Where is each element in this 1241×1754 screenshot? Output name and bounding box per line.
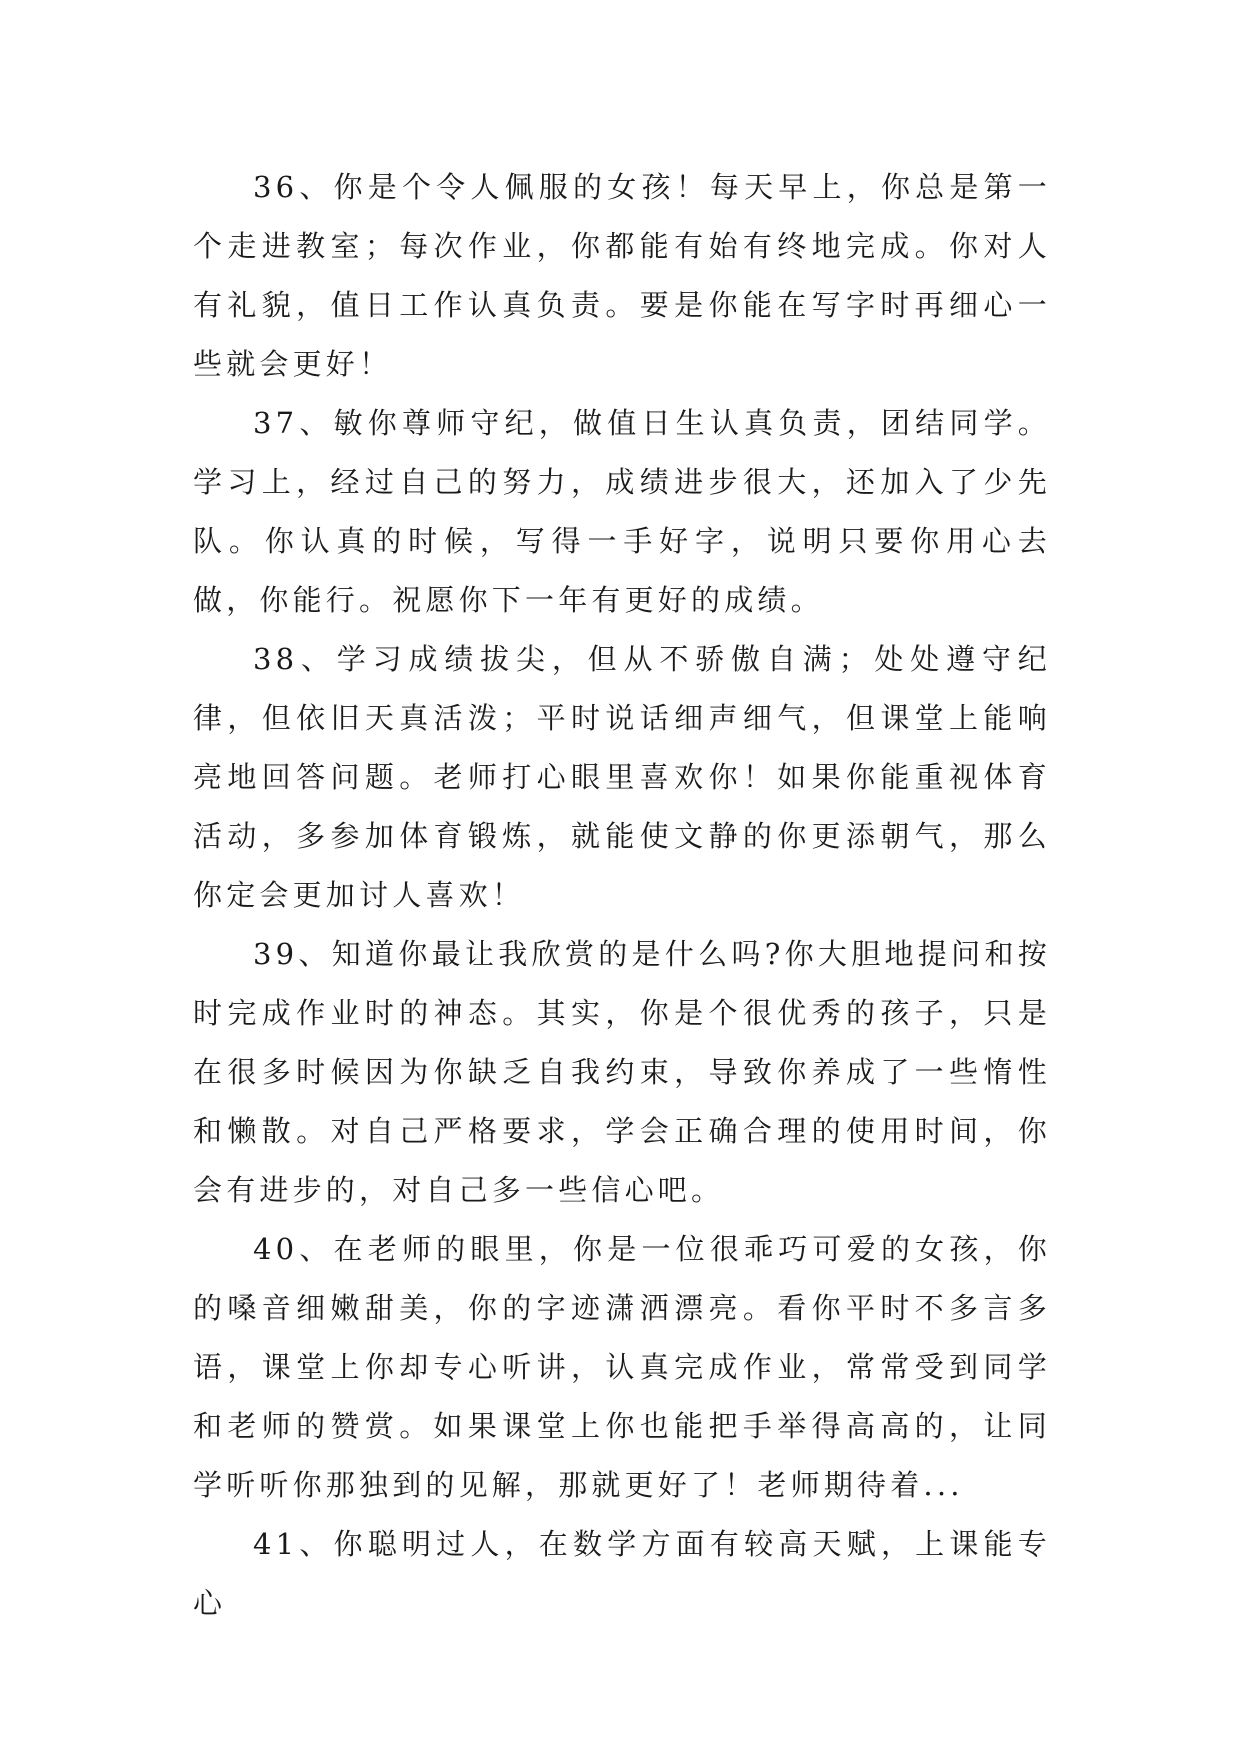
comment-paragraph-41: 41、你聪明过人，在数学方面有较高天赋，上课能专心 <box>193 1527 1051 1620</box>
comment-paragraph-40: 40、在老师的眼里，你是一位很乖巧可爱的女孩，你的嗓音细嫩甜美，你的字迹潇洒漂亮。看你平时不多言多语，课堂上你却专心听讲，认真完成作业，常常受到同学和老师的赞赏。如果课堂上你也能把手举得高高的，让同学听听你那独到的见解，那就更好了！老师期待着... <box>193 1232 1051 1502</box>
comment-paragraph-38: 38、学习成绩拔尖，但从不骄傲自满；处处遵守纪律，但依旧天真活泼；平时说话细声细气，但课堂上能响亮地回答问题。老师打心眼里喜欢你！如果你能重视体育活动，多参加体育锻炼，就能使文静的你更添朝气，那么你定会更加讨人喜欢！ <box>193 642 1051 912</box>
comment-paragraph-36: 36、你是个令人佩服的女孩！每天早上，你总是第一个走进教室；每次作业，你都能有始有终地完成。你对人有礼貌，值日工作认真负责。要是你能在写字时再细心一些就会更好！ <box>193 170 1051 381</box>
document-body <box>193 158 1051 1633</box>
comment-paragraph-37: 37、敏你尊师守纪，做值日生认真负责，团结同学。学习上，经过自己的努力，成绩进步很大，还加入了少先队。你认真的时候，写得一手好字，说明只要你用心去做，你能行。祝愿你下一年有更好的成绩。 <box>193 406 1051 617</box>
comment-paragraph-39: 39、知道你最让我欣赏的是什么吗?你大胆地提问和按时完成作业时的神态。其实，你是个很优秀的孩子，只是在很多时候因为你缺乏自我约束，导致你养成了一些惰性和懒散。对自己严格要求，学会正确合理的使用时间，你会有进步的，对自己多一些信心吧。 <box>193 937 1051 1207</box>
